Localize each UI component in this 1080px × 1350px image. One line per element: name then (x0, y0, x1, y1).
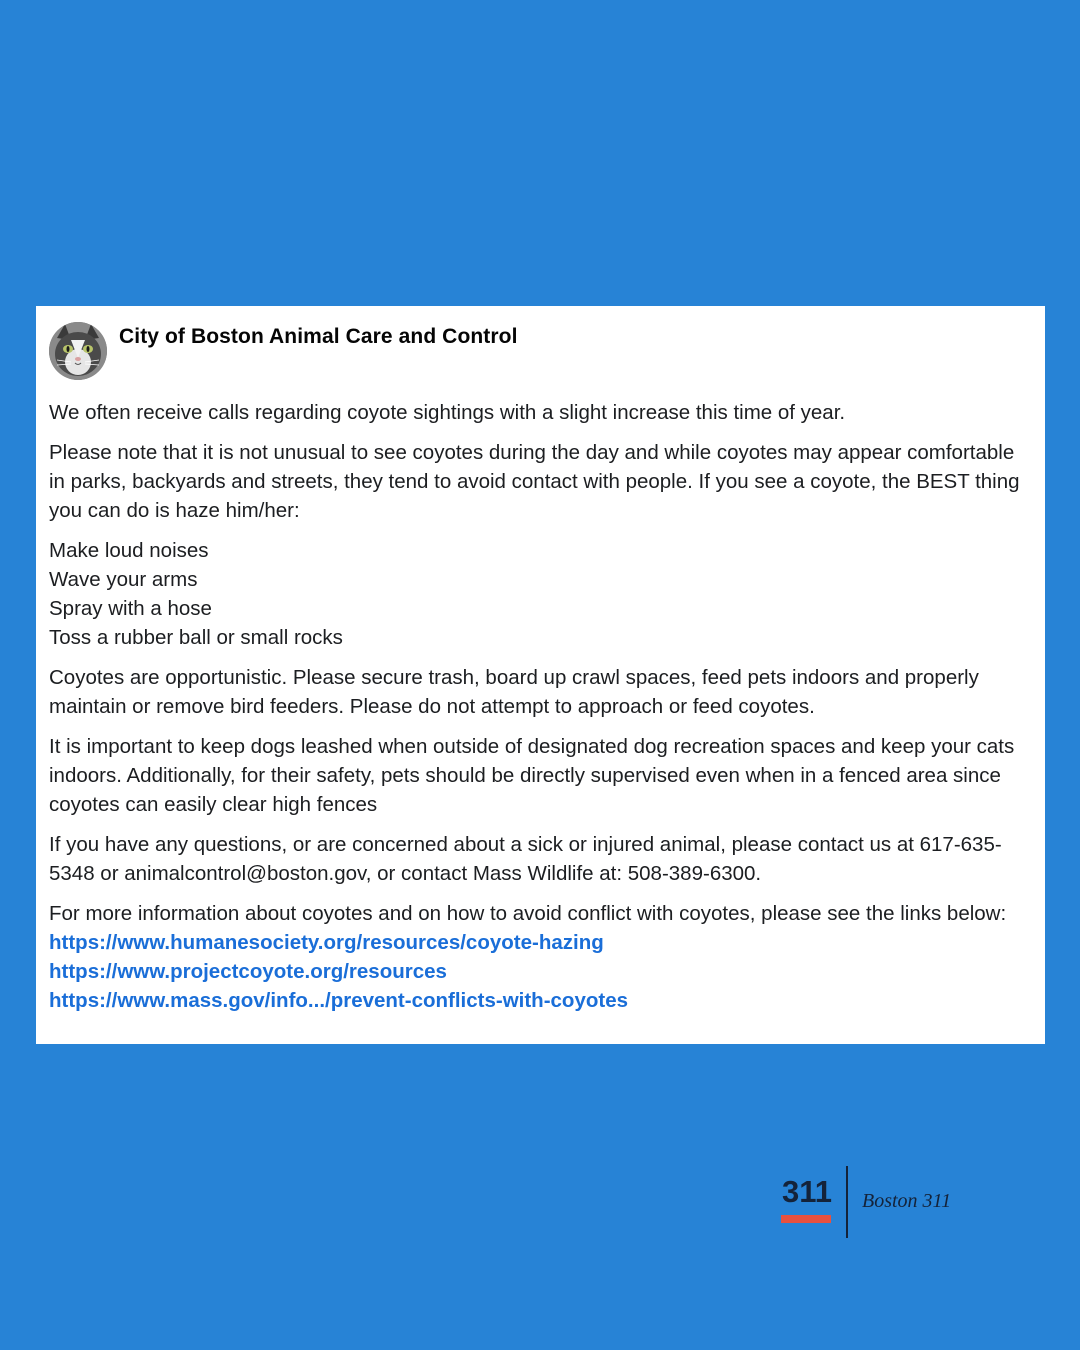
logo-divider (846, 1166, 848, 1238)
post-more-info (49, 899, 1032, 1015)
cat-avatar-icon (49, 322, 107, 380)
post-header (49, 322, 1032, 382)
post-contact: If you have any questions, or are concerned about a sick or injured animal, please contact us at 617-635-5348 or animalcontrol@boston.gov, or contact Mass Wildlife at: 508-389-6300. (49, 833, 1002, 885)
list-item: Spray with a hose (49, 597, 212, 620)
link-humane-society[interactable]: https://www.humanesociety.org/resources/coyote-hazing (49, 931, 604, 954)
post-note: Please note that it is not unusual to see coyotes during the day and while coyotes may appear comfortable in parks, backyards and streets, they tend to avoid contact with people. If you see a coyote, the BEST thing you can do is haze him/her: (49, 441, 1020, 522)
logo-mark (780, 1166, 834, 1240)
post-intro: We often receive calls regarding coyote sightings with a slight increase this time of year. (49, 401, 846, 424)
logo-text: Boston 311 (862, 1190, 952, 1212)
post-opportunistic: Coyotes are opportunistic. Please secure trash, board up crawl spaces, feed pets indoors and properly maintain or remove bird feeders. Please do not attempt to approach or feed coyotes. (49, 666, 979, 718)
hazing-tips-list (49, 536, 1032, 652)
link-mass-gov[interactable]: https://www.mass.gov/info.../prevent-conflicts-with-coyotes (49, 989, 628, 1012)
page-avatar[interactable] (49, 322, 107, 380)
list-item: Toss a rubber ball or small rocks (49, 626, 343, 649)
list-item: Make loud noises (49, 539, 209, 562)
link-project-coyote[interactable]: https://www.projectcoyote.org/resources (49, 960, 447, 983)
logo-number: 311 (782, 1174, 833, 1209)
boston-311-logo (780, 1166, 951, 1240)
post-dogs: It is important to keep dogs leashed when outside of designated dog recreation spaces and keep your cats indoors. Additionally, for their safety, pets should be directly supervised even when in a fenced area since coyotes can easily clear high fences (49, 735, 1015, 816)
more-info-text: For more information about coyotes and on how to avoid conflict with coyotes, please see the links below: (49, 902, 1007, 925)
post-body (49, 398, 1032, 1015)
logo-underline (781, 1215, 831, 1223)
page-name[interactable]: City of Boston Animal Care and Control (119, 325, 518, 348)
post-card (36, 306, 1045, 1044)
list-item: Wave your arms (49, 568, 198, 591)
